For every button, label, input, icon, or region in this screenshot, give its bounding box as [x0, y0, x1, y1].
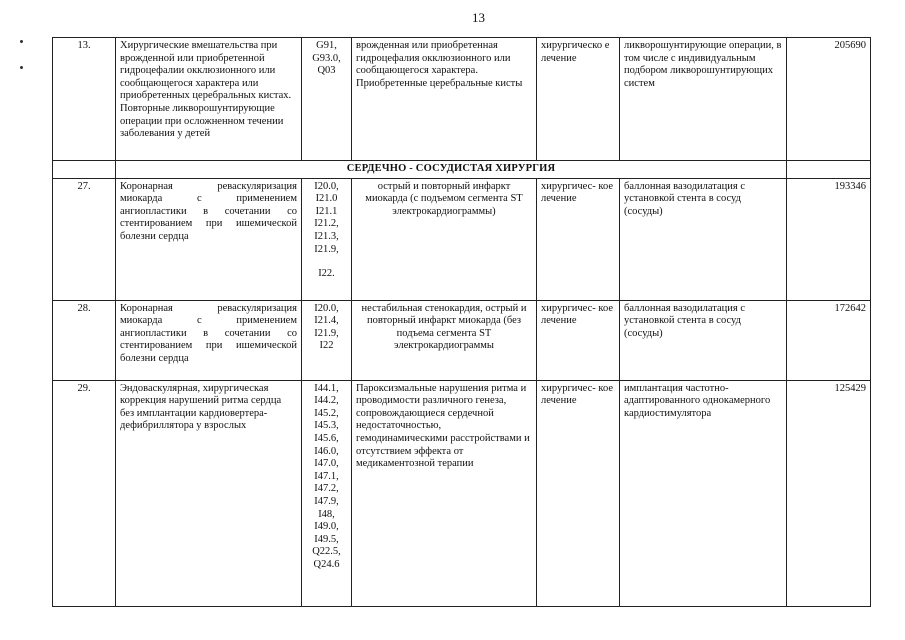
diagnosis-code: I21.9, — [314, 327, 339, 339]
intervention-name: Эндоваскулярная, хирургическая коррекция нарушений ритма сердца без имплантации кардиовертера-дефибриллятора у взрослых — [116, 380, 302, 606]
patient-model: Пароксизмальные нарушения ритма и проводимости различного генеза, сопровождающиеся сердечной недостаточностью, гемодинамическими расстройствами и отсутствием эффекта от медикаментозной терапии — [352, 380, 537, 606]
table-row — [53, 300, 871, 380]
section-row — [53, 161, 871, 179]
patient-model: острый и повторный инфаркт миокарда (с подъемом сегмента ST электрокардиограммы) — [352, 178, 537, 300]
price: 205690 — [787, 38, 871, 161]
intervention-name: Коронарная реваскуляризация миокарда с применением ангиопластики в сочетании со стентированием при ишемической болезни сердца — [116, 178, 302, 300]
intervention-name: Коронарная реваскуляризация миокарда с применением ангиопластики в сочетании со стентированием при ишемической болезни сердца — [116, 300, 302, 380]
code-spacer — [306, 256, 347, 268]
diagnosis-code: I49.5, — [314, 533, 339, 545]
intervention-name: Хирургические вмешательства при врожденной или приобретенной гидроцефалии окклюзионного или сообщающегося характера или приобретенных церебральных кистах. Повторные ликворошунтирующие операции при осложненном течении заболевания у детей — [116, 38, 302, 161]
treatment-type: хирургичес- кое лечение — [537, 300, 620, 380]
section-title: СЕРДЕЧНО - СОСУДИСТАЯ ХИРУРГИЯ — [116, 161, 787, 179]
diagnosis-code: I48, — [318, 508, 335, 520]
table-row — [53, 38, 871, 161]
treatment-method: баллонная вазодилатация с установкой стента в сосуд (сосуды) — [620, 178, 787, 300]
edge-mark — [20, 66, 23, 69]
diagnosis-code: I21.9, — [314, 243, 339, 255]
diagnosis-code: I21.1 — [315, 205, 338, 217]
diagnosis-code: I45.3, — [314, 420, 339, 432]
diagnosis-code: Q03 — [317, 65, 336, 77]
diagnosis-codes — [302, 380, 352, 606]
diagnosis-code: G93.0, — [312, 52, 341, 64]
diagnosis-code: I20.0, — [314, 302, 339, 314]
treatment-type: хирургичес- кое лечение — [537, 178, 620, 300]
diagnosis-code: I49.0, — [314, 521, 339, 533]
diagnosis-code: I45.2, — [314, 407, 339, 419]
price: 193346 — [787, 178, 871, 300]
treatment-type: хирургическо е лечение — [537, 38, 620, 161]
row-number: 29. — [53, 380, 116, 606]
price: 172642 — [787, 300, 871, 380]
table-row — [53, 178, 871, 300]
procedures-table — [52, 37, 871, 607]
row-number: 27. — [53, 178, 116, 300]
page-number: 13 — [472, 10, 485, 25]
treatment-method: баллонная вазодилатация с установкой стента в сосуд (сосуды) — [620, 300, 787, 380]
price: 125429 — [787, 380, 871, 606]
diagnosis-code: I20.0, — [314, 180, 339, 192]
table-row — [53, 380, 871, 606]
diagnosis-code: I47.2, — [314, 483, 339, 495]
treatment-type: хирургичес- кое лечение — [537, 380, 620, 606]
patient-model: врожденная или приобретенная гидроцефалия окклюзионного или сообщающегося характера. Приобретенные церебральные кисты — [352, 38, 537, 161]
diagnosis-code: I44.2, — [314, 395, 339, 407]
diagnosis-code: I45.6, — [314, 432, 339, 444]
diagnosis-code: I44.1, — [314, 382, 339, 394]
diagnosis-code: I46.0, — [314, 445, 339, 457]
diagnosis-code: I47.0, — [314, 458, 339, 470]
diagnosis-code: I47.1, — [314, 470, 339, 482]
diagnosis-code: I47.9, — [314, 495, 339, 507]
diagnosis-code: I22 — [319, 340, 334, 352]
row-number: 28. — [53, 300, 116, 380]
row-number: 13. — [53, 38, 116, 161]
diagnosis-code: I21.2, — [314, 218, 339, 230]
edge-mark — [20, 40, 23, 43]
diagnosis-codes — [302, 38, 352, 161]
diagnosis-code: I22. — [318, 268, 335, 280]
diagnosis-code: Q22.5, — [312, 546, 341, 558]
patient-model: нестабильная стенокардия, острый и повторный инфаркт миокарда (без подъема сегмента ST электрокардиограммы — [352, 300, 537, 380]
treatment-method: ликворошунтирующие операции, в том числе с индивидуальным подбором ликворошунтирующих систем — [620, 38, 787, 161]
diagnosis-codes — [302, 300, 352, 380]
diagnosis-code: G91, — [316, 40, 337, 51]
diagnosis-code: I21.0 — [315, 193, 338, 205]
treatment-method: имплантация частотно- адаптированного однокамерного кардиостимулятора — [620, 380, 787, 606]
diagnosis-code: I21.3, — [314, 230, 339, 242]
diagnosis-code: Q24.6 — [313, 558, 340, 570]
diagnosis-codes — [302, 178, 352, 300]
diagnosis-code: I21.4, — [314, 315, 339, 327]
